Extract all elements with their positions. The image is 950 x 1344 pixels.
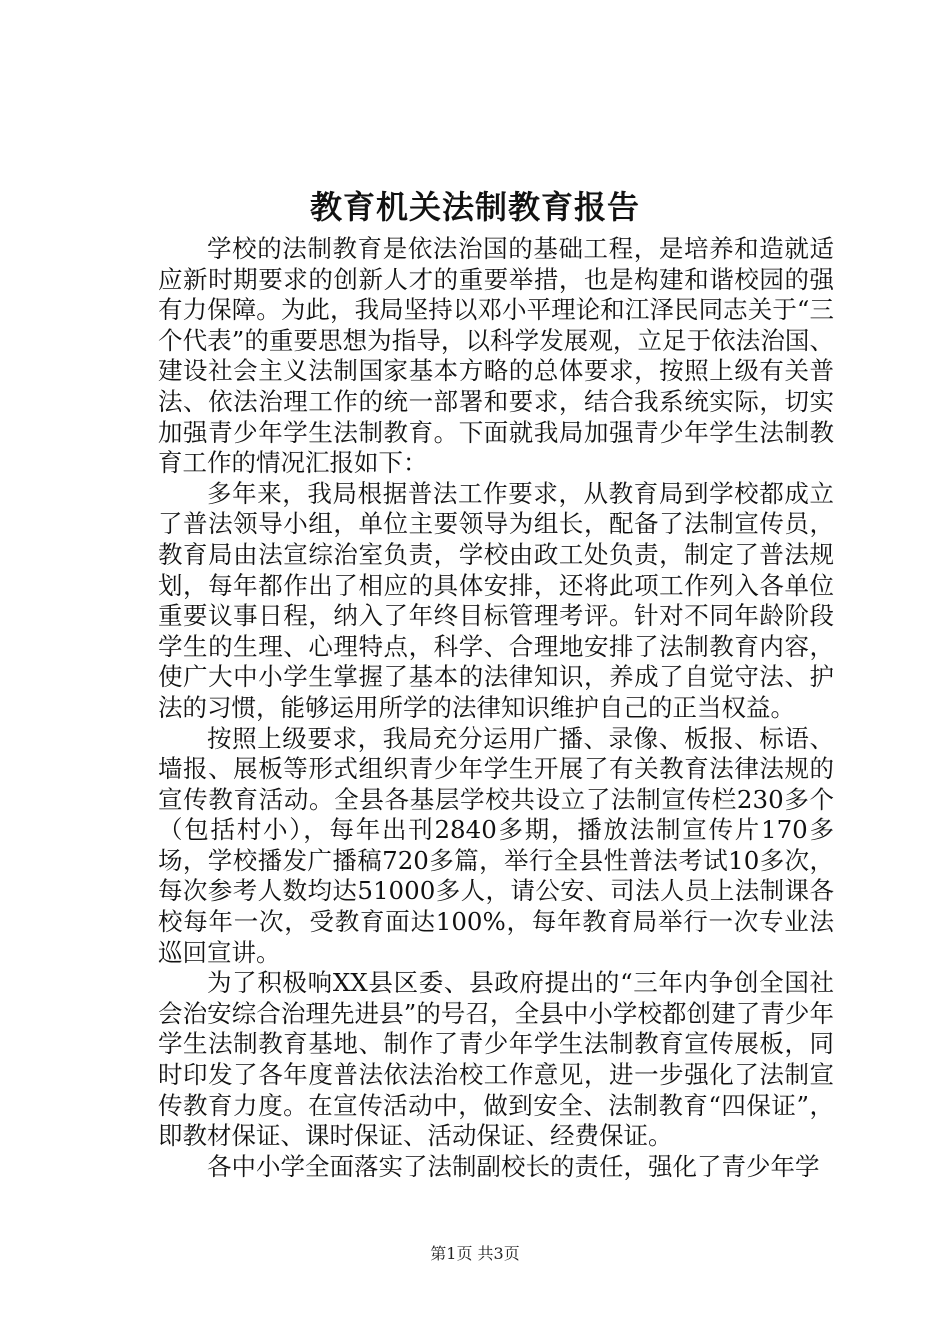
paragraph-4: 为了积极响XX县区委、县政府提出的“三年内争创全国社会治安综合治理先进县”的号召，全县中小学校都创建了青少年学生法制教育基地、制作了青少年学生法制教育宣传展板，同时印发了各年度普法依法治校工作意见，进一步强化了法制宣传教育力度。在宣传活动中，做到安全、法制教育“四保证”，即教材保证、课时保证、活动保证、经费保证。 bbox=[158, 968, 834, 1151]
paragraph-2: 多年来，我局根据普法工作要求，从教育局到学校都成立了普法领导小组，单位主要领导为组长，配备了法制宣传员，教育局由法宣综治室负责，学校由政工处负责，制定了普法规划，每年都作出了相应的具体安排，还将此项工作列入各单位重要议事日程，纳入了年终目标管理考评。针对不同年龄阶段学生的生理、心理特点，科学、合理地安排了法制教育内容，使广大中小学生掌握了基本的法律知识，养成了自觉守法、护法的习惯，能够运用所学的法律知识维护自己的正当权益。 bbox=[158, 478, 834, 722]
paragraph-5: 各中小学全面落实了法制副校长的责任，强化了青少年学 bbox=[207, 1151, 820, 1181]
page-number-footer: 第1页 共3页 bbox=[430, 1244, 520, 1263]
paragraph-1: 学校的法制教育是依法治国的基础工程，是培养和造就适应新时期要求的创新人才的重要举措，也是构建和谐校园的强有力保障。为此，我局坚持以邓小平理论和江泽民同志关于“三个代表”的重要思想为指导，以科学发展观，立足于依法治国、建设社会主义法制国家基本方略的总体要求，按照上级有关普法、依法治理工作的统一部署和要求，结合我系统实际，切实加强青少年学生法制教育。下面就我局加强青少年学生法制教育工作的情况汇报如下： bbox=[158, 234, 834, 478]
document-body bbox=[158, 234, 834, 1182]
document-title: 教育机关法制教育报告 bbox=[309, 188, 640, 226]
paragraph-3: 按照上级要求，我局充分运用广播、录像、板报、标语、墙报、展板等形式组织青少年学生开展了有关教育法律法规的宣传教育活动。全县各基层学校共设立了法制宣传栏230多个（包括村小），每年出刊2840多期，播放法制宣传片170多场，学校播发广播稿720多篇，举行全县性普法考试10多次，每次参考人数均达51000多人，请公安、司法人员上法制课各校每年一次，受教育面达100%，每年教育局举行一次专业法巡回宣讲。 bbox=[158, 723, 834, 967]
